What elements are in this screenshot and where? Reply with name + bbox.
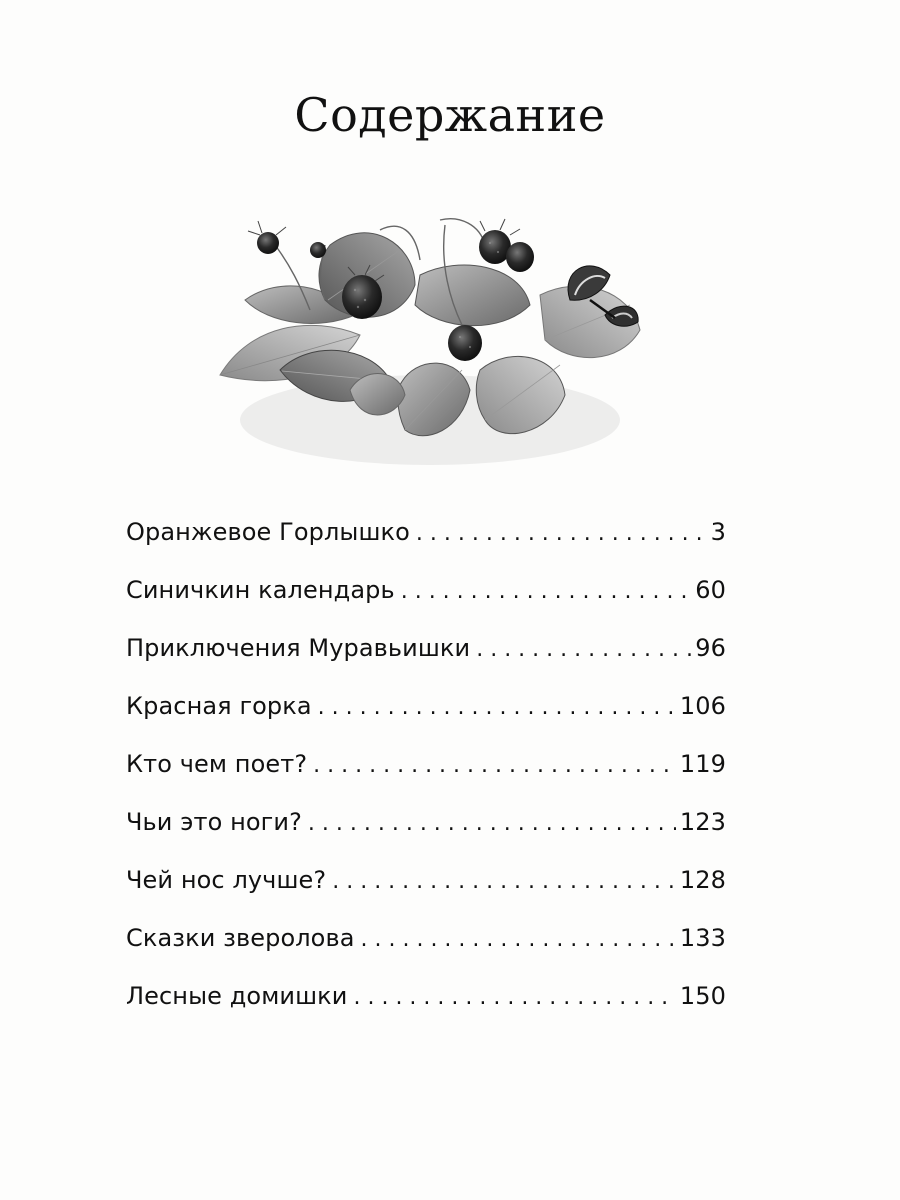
strawberry	[257, 232, 279, 254]
toc-entry-title: Сказки зверолова	[126, 924, 355, 952]
strawberry-illustration	[200, 205, 670, 475]
toc-entry-title: Оранжевое Горлышко	[126, 518, 410, 546]
toc-entry-page: 60	[695, 576, 726, 604]
toc-entry-title: Чьи это ноги?	[126, 808, 302, 836]
dot-leader	[416, 518, 707, 546]
toc-entry-page: 106	[679, 692, 726, 720]
leaf	[415, 265, 530, 326]
toc-entry-title: Лесные домишки	[126, 982, 348, 1010]
strawberry	[448, 325, 482, 361]
dot-leader	[361, 924, 676, 952]
dot-leader	[313, 750, 676, 778]
dot-leader	[308, 808, 676, 836]
toc-entry[interactable]	[126, 982, 726, 1040]
toc-entry-page: 133	[679, 924, 726, 952]
toc-entry[interactable]	[126, 924, 726, 982]
toc-entry-title: Приключения Муравьишки	[126, 634, 471, 662]
page-title: Содержание	[294, 88, 606, 142]
toc-entry-title: Кто чем поет?	[126, 750, 308, 778]
strawberry	[342, 275, 382, 319]
toc-entry-page: 96	[695, 634, 726, 662]
table-of-contents	[126, 518, 726, 1040]
toc-entry-title: Красная горка	[126, 692, 312, 720]
toc-entry-page: 119	[679, 750, 726, 778]
toc-entry[interactable]	[126, 634, 726, 692]
toc-entry[interactable]	[126, 576, 726, 634]
toc-entry[interactable]	[126, 866, 726, 924]
dot-leader	[318, 692, 676, 720]
toc-entry-page: 3	[710, 518, 726, 546]
toc-entry[interactable]	[126, 750, 726, 808]
toc-entry-page: 128	[679, 866, 726, 894]
dot-leader	[401, 576, 692, 604]
dot-leader	[353, 982, 675, 1010]
strawberry	[310, 242, 326, 258]
strawberry	[506, 242, 534, 272]
toc-entry-title: Синичкин календарь	[126, 576, 395, 604]
toc-entry-title: Чей нос лучше?	[126, 866, 327, 894]
toc-entry[interactable]	[126, 518, 726, 576]
dot-leader	[332, 866, 676, 894]
toc-entry-page: 150	[679, 982, 726, 1010]
toc-entry[interactable]	[126, 808, 726, 866]
toc-entry[interactable]	[126, 692, 726, 750]
dot-leader	[476, 634, 691, 662]
toc-entry-page: 123	[679, 808, 726, 836]
